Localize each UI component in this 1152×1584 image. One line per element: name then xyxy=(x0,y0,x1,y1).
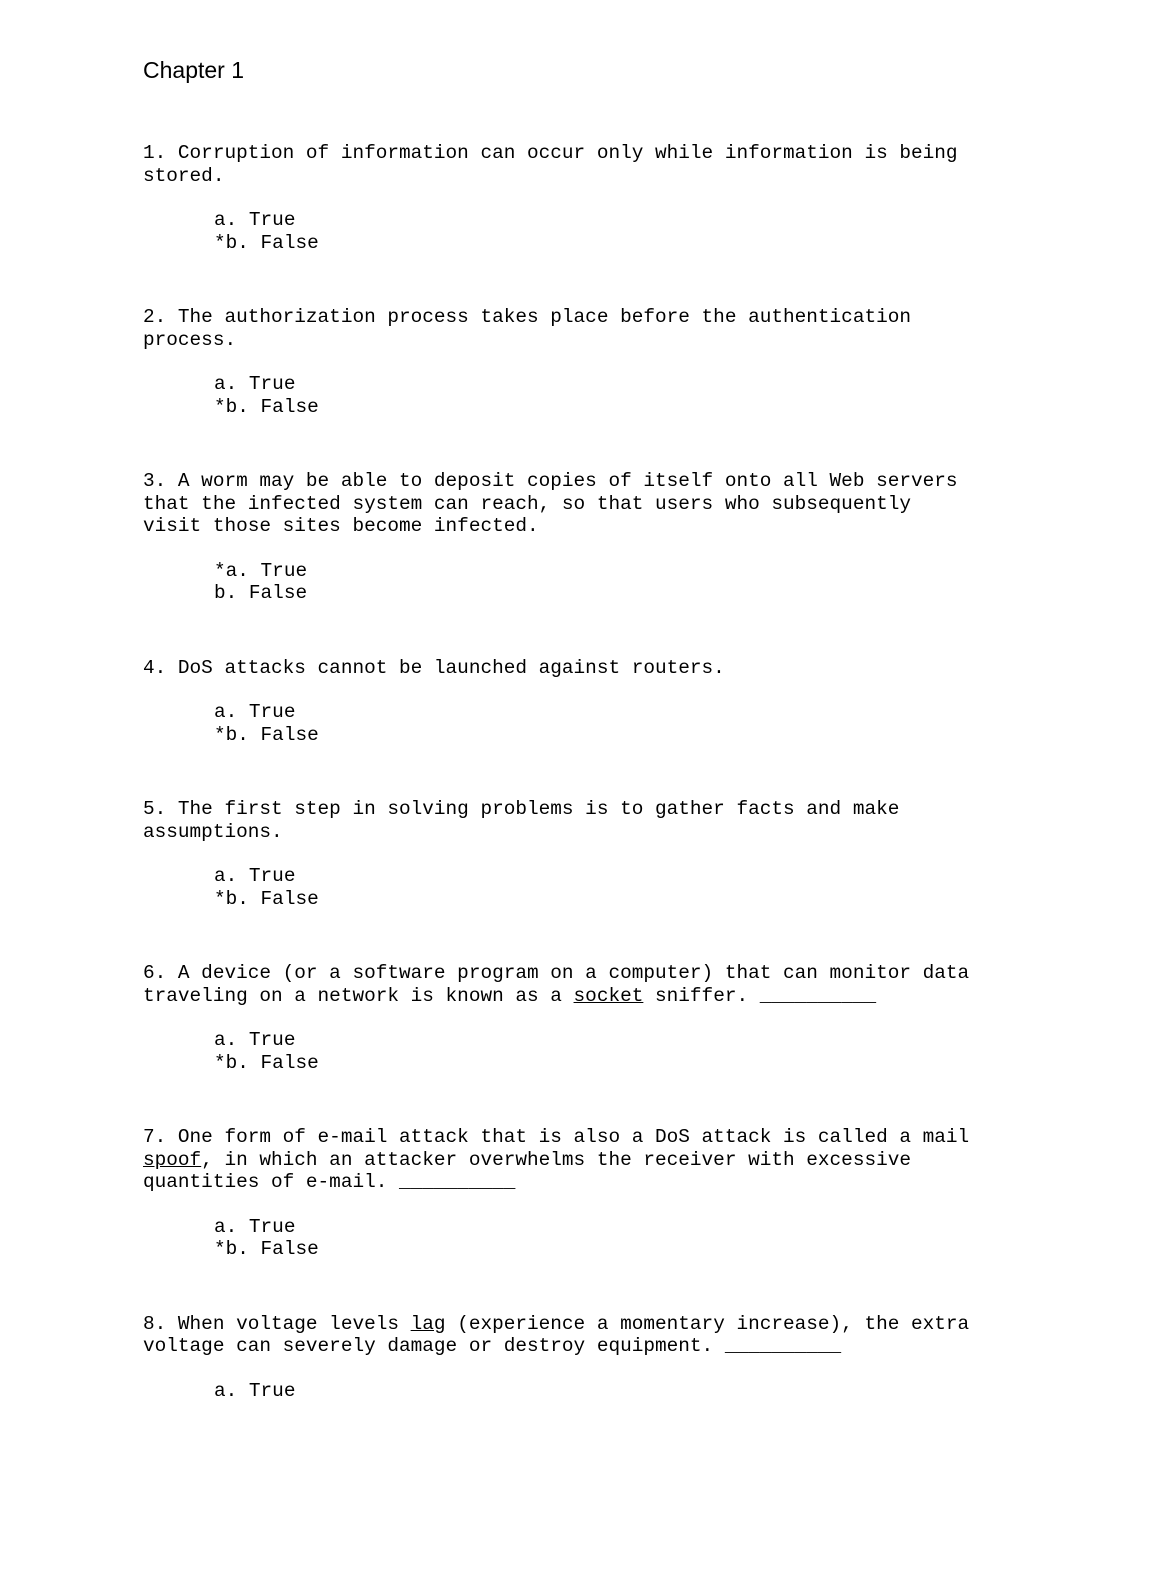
question-2 xyxy=(143,306,969,418)
text-segment: (experience a momentary increase), the extra xyxy=(445,1312,970,1335)
answer-option: *b. False xyxy=(214,887,319,910)
text-segment: process. xyxy=(143,328,237,351)
question-text xyxy=(143,142,969,187)
text-segment: quantities of e-mail. __________ xyxy=(143,1171,516,1193)
answer-options xyxy=(143,560,969,605)
question-line xyxy=(143,962,969,985)
answer-option: *b. False xyxy=(214,723,319,746)
question-text xyxy=(143,657,969,680)
answer-option: *b. False xyxy=(214,231,319,254)
answer-option: b. False xyxy=(214,582,308,604)
underlined-term: spoof xyxy=(143,1148,202,1171)
text-segment: stored. xyxy=(143,164,225,187)
text-segment: 6. A device (or a software program on a computer) that can monitor data xyxy=(143,962,970,984)
question-text xyxy=(143,1313,969,1358)
text-segment: 1. Corruption of information can occur only while information is being xyxy=(143,142,958,164)
text-segment: 7. One form of e-mail attack that is also a DoS attack is called a mail xyxy=(143,1126,970,1148)
text-segment: sniffer. __________ xyxy=(643,984,877,1007)
answer-options xyxy=(143,209,969,254)
question-line xyxy=(143,306,969,329)
question-6 xyxy=(143,962,969,1074)
answer-options xyxy=(143,865,969,910)
text-segment: 4. DoS attacks cannot be launched against routers. xyxy=(143,656,725,679)
question-1 xyxy=(143,142,969,254)
question-line xyxy=(143,1313,969,1336)
question-line xyxy=(143,165,969,188)
answer-option: *b. False xyxy=(214,1238,319,1260)
answer-option: a. True xyxy=(214,1215,296,1238)
text-segment: traveling on a network is known as a xyxy=(143,984,574,1007)
text-segment: voltage can severely damage or destroy equipment. __________ xyxy=(143,1335,842,1357)
text-segment: 8. When voltage levels xyxy=(143,1312,411,1335)
answer-options xyxy=(143,1380,969,1403)
question-8 xyxy=(143,1313,969,1403)
text-segment: that the infected system can reach, so that users who subsequently xyxy=(143,492,911,515)
answer-options xyxy=(143,1216,969,1261)
question-line xyxy=(143,985,969,1008)
answer-option: *b. False xyxy=(214,1051,319,1074)
question-text xyxy=(143,470,969,538)
question-line xyxy=(143,515,969,538)
question-line xyxy=(143,1171,969,1194)
question-3 xyxy=(143,470,969,605)
question-text xyxy=(143,1126,969,1194)
underlined-term: socket xyxy=(573,984,644,1007)
text-segment: visit those sites become infected. xyxy=(143,515,539,537)
question-5 xyxy=(143,798,969,910)
question-line xyxy=(143,821,969,844)
answer-option: a. True xyxy=(214,1029,296,1051)
answer-option: a. True xyxy=(214,373,296,395)
text-segment: , in which an attacker overwhelms the receiver with excessive xyxy=(201,1148,912,1171)
question-line xyxy=(143,142,969,165)
question-text xyxy=(143,962,969,1007)
question-line xyxy=(143,1126,969,1149)
text-segment: assumptions. xyxy=(143,820,283,843)
question-4 xyxy=(143,657,969,747)
answer-options xyxy=(143,1029,969,1074)
text-segment: 3. A worm may be able to deposit copies of itself onto all Web servers xyxy=(143,470,958,492)
question-text xyxy=(143,798,969,843)
question-7 xyxy=(143,1126,969,1261)
text-segment: 5. The first step in solving problems is to gather facts and make xyxy=(143,798,900,820)
question-line xyxy=(143,798,969,821)
answer-option: *a. True xyxy=(214,559,308,582)
answer-option: a. True xyxy=(214,209,296,231)
question-line xyxy=(143,657,969,680)
answer-option: a. True xyxy=(214,1379,296,1402)
answer-option: *b. False xyxy=(214,395,319,418)
question-line xyxy=(143,1149,969,1172)
question-line xyxy=(143,1335,969,1358)
question-line xyxy=(143,470,969,493)
question-line xyxy=(143,493,969,516)
question-text xyxy=(143,306,969,351)
answer-option: a. True xyxy=(214,865,296,887)
chapter-title: Chapter 1 xyxy=(143,57,245,83)
question-list xyxy=(143,142,969,1454)
underlined-term: lag xyxy=(410,1312,446,1335)
answer-option: a. True xyxy=(214,701,296,723)
text-segment: 2. The authorization process takes place before the authentication xyxy=(143,306,911,328)
question-line xyxy=(143,329,969,352)
answer-options xyxy=(143,701,969,746)
answer-options xyxy=(143,373,969,418)
